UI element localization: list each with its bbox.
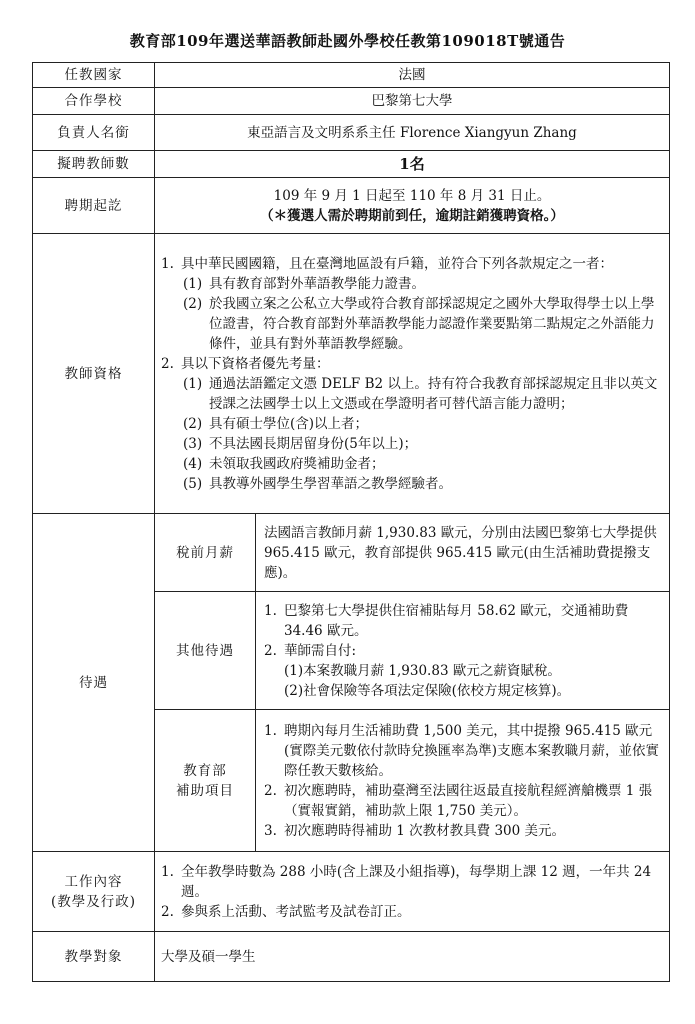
qualification-subitem (161, 294, 663, 354)
other-subitem: (1)本案教職月薪 1,930.83 歐元之薪資賦稅。 (284, 662, 561, 679)
other-label: 其他待遇 (155, 592, 256, 710)
item-marker: 2. (264, 782, 277, 799)
notice-title: 教育部109年選送華語教師赴國外學校任教第109018T號通告 (129, 32, 566, 50)
row-salary (33, 514, 670, 592)
item-marker: 2. (264, 642, 277, 659)
duty-item (161, 902, 663, 922)
row-period (33, 178, 670, 234)
subitem-text: 具教導外國學生學習華語之教學經驗者。 (209, 475, 452, 492)
salary-label: 稅前月薪 (155, 514, 256, 592)
moe-item (264, 821, 661, 841)
subitem-marker: (4) (183, 455, 203, 472)
item-marker: 2. (161, 903, 174, 920)
item-text: 聘期內每月生活補助費 1,500 美元，其中提撥 965.415 歐元(實際美元數依付款時兌換匯率為準)支應本案教職月薪，並依實際任教天數核給。 (284, 722, 660, 779)
subitem-text: 不具法國長期居留身份(5年以上)； (209, 435, 418, 452)
item-text: 初次應聘時，補助臺灣至法國往返最直接航程經濟艙機票 1 張（實報實銷，補助款上限 1,750 美元）。 (284, 782, 653, 819)
row-school (33, 88, 670, 115)
treatment-label: 待遇 (33, 514, 155, 852)
qualification-item (161, 354, 663, 374)
contact-value: 東亞語言及文明系系主任 Florence Xiangyun Zhang (155, 115, 670, 151)
subitem-marker: (3) (183, 435, 203, 452)
moe-label-line2: 補助項目 (176, 782, 234, 799)
item-text: 巴黎第七大學提供住宿補貼每月 58.62 歐元，交通補助費 34.46 歐元。 (284, 602, 629, 639)
item-marker: 1. (161, 255, 174, 272)
other-list (256, 592, 670, 710)
item-text: 全年教學時數為 288 小時(含上課及小組指導)，每學期上課 12 週，一年共 24 週。 (181, 863, 652, 900)
subitem-text: 未領取我國政府獎補助金者； (209, 455, 385, 472)
salary-text: 法國語言教師月薪 1,930.83 歐元，分別由法國巴黎第七大學提供 965.415 歐元，教育部提供 965.415 歐元(由生活補助費提撥支應)。 (256, 514, 670, 592)
row-contact (33, 115, 670, 151)
item-text: 具以下資格者優先考量： (181, 355, 330, 372)
row-duties (33, 852, 670, 932)
qualification-subitem (161, 374, 663, 414)
moe-label-line1: 教育部 (183, 762, 227, 779)
school-label: 合作學校 (33, 88, 155, 115)
qualification-subitem (161, 434, 663, 454)
qualification-subitem (161, 454, 663, 474)
item-marker: 1. (264, 602, 277, 619)
row-qualifications (33, 234, 670, 514)
students-value: 大學及碩一學生 (155, 932, 670, 982)
subitem-marker: (5) (183, 475, 203, 492)
teachers-value: 1名 (155, 151, 670, 178)
duties-list (155, 852, 670, 932)
moe-list (256, 710, 670, 852)
other-subitem: (2)社會保險等各項法定保險(依校方規定核算)。 (284, 682, 571, 699)
subitem-text: 具有教育部對外華語教學能力證書。 (209, 275, 425, 292)
period-value (155, 178, 670, 234)
subitem-marker: (1) (183, 375, 203, 392)
duties-label-line2: (教學及行政) (50, 893, 137, 910)
row-country (33, 63, 670, 88)
notice-table (32, 62, 670, 982)
moe-item (264, 721, 661, 781)
country-value: 法國 (155, 63, 670, 88)
qualifications-label: 教師資格 (33, 234, 155, 514)
row-teachers (33, 151, 670, 178)
qualifications-list (155, 234, 670, 514)
students-label: 教學對象 (33, 932, 155, 982)
contact-label: 負責人名銜 (33, 115, 155, 151)
item-text: 初次應聘時得補助 1 次教材教具費 300 美元。 (284, 822, 566, 839)
item-marker: 3. (264, 822, 277, 839)
period-note: （＊獲選人需於聘期前到任，逾期註銷獲聘資格。） (260, 207, 564, 224)
school-value: 巴黎第七大學 (155, 88, 670, 115)
item-text: 參與系上活動、考試監考及試卷訂正。 (181, 903, 411, 920)
subitem-marker: (1) (183, 275, 203, 292)
subitem-marker: (2) (183, 295, 203, 312)
row-students (33, 932, 670, 982)
moe-item (264, 781, 661, 821)
item-marker: 1. (264, 722, 277, 739)
item-text: 具中華民國國籍，且在臺灣地區設有戶籍，並符合下列各款規定之一者： (181, 255, 613, 272)
other-item (264, 641, 661, 661)
duties-label-line1: 工作內容 (64, 873, 123, 890)
moe-label (155, 710, 256, 852)
qualification-subitem (161, 414, 663, 434)
subitem-text: 具有碩士學位(含)以上者； (209, 415, 369, 432)
subitem-marker: (2) (183, 415, 203, 432)
qualification-subitem (161, 474, 663, 494)
period-label: 聘期起訖 (33, 178, 155, 234)
subitem-text: 於我國立案之公私立大學或符合教育部採認規定之國外大學取得學士以上學位證書，符合教育部對外華語教學能力認證作業要點第二點規定之外語能力條件，並具有對外華語教學經驗。 (209, 295, 655, 352)
duties-label (33, 852, 155, 932)
item-marker: 1. (161, 863, 174, 880)
period-dates: 109 年 9 月 1 日起至 110 年 8 月 31 日止。 (273, 187, 551, 204)
country-label: 任教國家 (33, 63, 155, 88)
item-marker: 2. (161, 355, 174, 372)
qualification-item (161, 254, 663, 274)
teachers-label: 擬聘教師數 (33, 151, 155, 178)
other-item (264, 601, 661, 641)
item-text: 華師需自付: (284, 642, 357, 659)
qualification-subitem (161, 274, 663, 294)
subitem-text: 通過法語鑑定文憑 DELF B2 以上。持有符合我教育部採認規定且非以英文授課之法國學士以上文憑或在學證明者可替代語言能力證明； (209, 375, 658, 412)
duty-item (161, 862, 663, 902)
